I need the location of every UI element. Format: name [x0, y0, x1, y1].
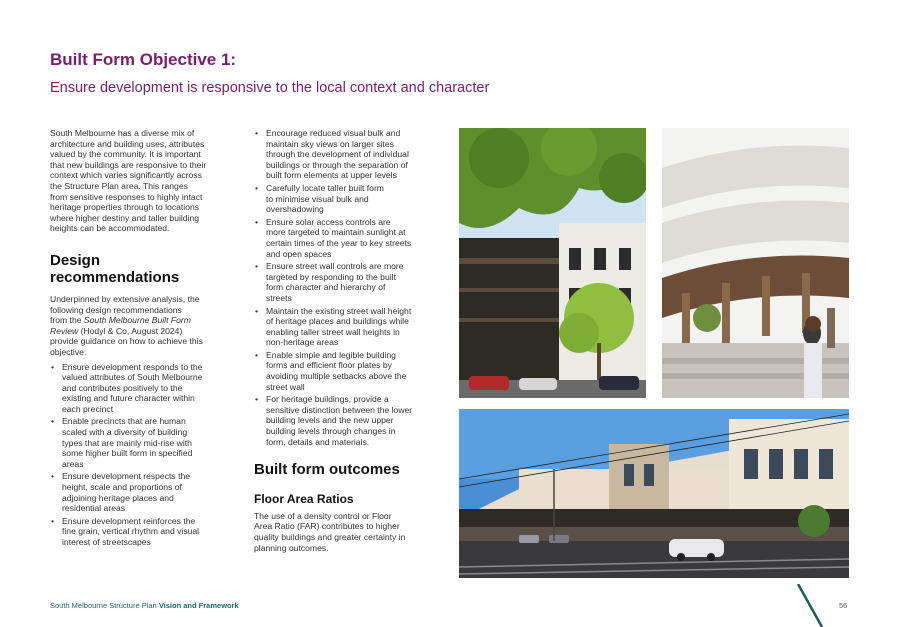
recommendations-list-left: [50, 362, 235, 548]
built-form-review-title: South Melbourne Built Form Review: [50, 315, 191, 336]
list-item: • For heritage buildings, provide a sensitive distinction between the lower building levels and the new upper building levels through changes in form, details and materials.: [254, 394, 444, 447]
photo-modern-apartment-building: [662, 128, 849, 398]
list-item: • Carefully locate taller built form to minimise visual bulk and overshadowing: [254, 183, 444, 215]
list-item: • Ensure street wall controls are more targeted by responding to the built form character and hierarchy of streets: [254, 261, 444, 303]
column-left: [50, 128, 235, 550]
list-item: • Encourage reduced visual bulk and maintain sky views on larger sites through the development of individual buildings or through the separation of built form elements at upper levels: [254, 128, 444, 181]
list-item: • Enable simple and legible building forms and efficient floor plates by avoiding multiple setbacks above the street wall: [254, 350, 444, 392]
photo-street-corner-trees: [459, 128, 646, 398]
design-recommendations-intro: Underpinned by extensive analysis, the following design recommendations from the South Melbourne Built Form Review (Hodyl & Co, August 2024) provide guidance on how to achieve this objective:: [50, 293, 203, 357]
column-middle: [254, 128, 444, 553]
objective-title: Built Form Objective 1:: [50, 50, 237, 69]
design-recommendations-heading: Design recommendations: [50, 251, 180, 286]
footer-document-subtitle: Vision and Framework: [158, 601, 239, 610]
objective-subtitle: Ensure development is responsive to the local context and character: [50, 80, 490, 96]
list-item: • Ensure development reinforces the fine grain, vertical rhythm and visual interest of streetscapes: [50, 516, 235, 548]
footer-document-title: South Melbourne Structure Plan Vision and Framework: [50, 601, 239, 610]
list-item: • Ensure development responds to the valued attributes of South Melbourne and contributes positively to the existing and future character within each precinct: [50, 362, 235, 415]
recommendations-list-right: [254, 128, 444, 447]
built-form-outcomes-heading: Built form outcomes: [254, 461, 400, 479]
decorative-accent-line: [795, 584, 825, 627]
photo-heritage-streetscape: [459, 409, 849, 578]
list-item: • Ensure development respects the height, scale and proportions of adjoining heritage places and residential areas: [50, 471, 235, 513]
list-item: • Enable precincts that are human scaled with a diversity of building types that are mainly mid-rise with some higher built form in specified areas: [50, 416, 235, 469]
floor-area-ratios-subheading: Floor Area Ratios: [254, 492, 354, 507]
intro-paragraph: South Melbourne has a diverse mix of architecture and building uses, attributes valued by the community. It is important that new buildings are responsive to their context which varies significantly across the Structure Plan area. This ranges from sensitive responses to highly intact heritage properties through to locations where higher destiny and taller building heights can be accommodated.: [50, 128, 207, 234]
floor-area-ratios-text: The use of a density control or Floor Area Ratio (FAR) contributes to higher quality buildings and greater certainty in planning outcomes.: [254, 510, 406, 553]
list-item: • Ensure solar access controls are more targeted to maintain sunlight at certain times of the year to key streets and open spaces: [254, 217, 444, 259]
page-number: 56: [839, 601, 848, 610]
list-item: • Maintain the existing street wall height of heritage places and buildings while enabling taller street wall heights in non-heritage areas: [254, 306, 444, 348]
